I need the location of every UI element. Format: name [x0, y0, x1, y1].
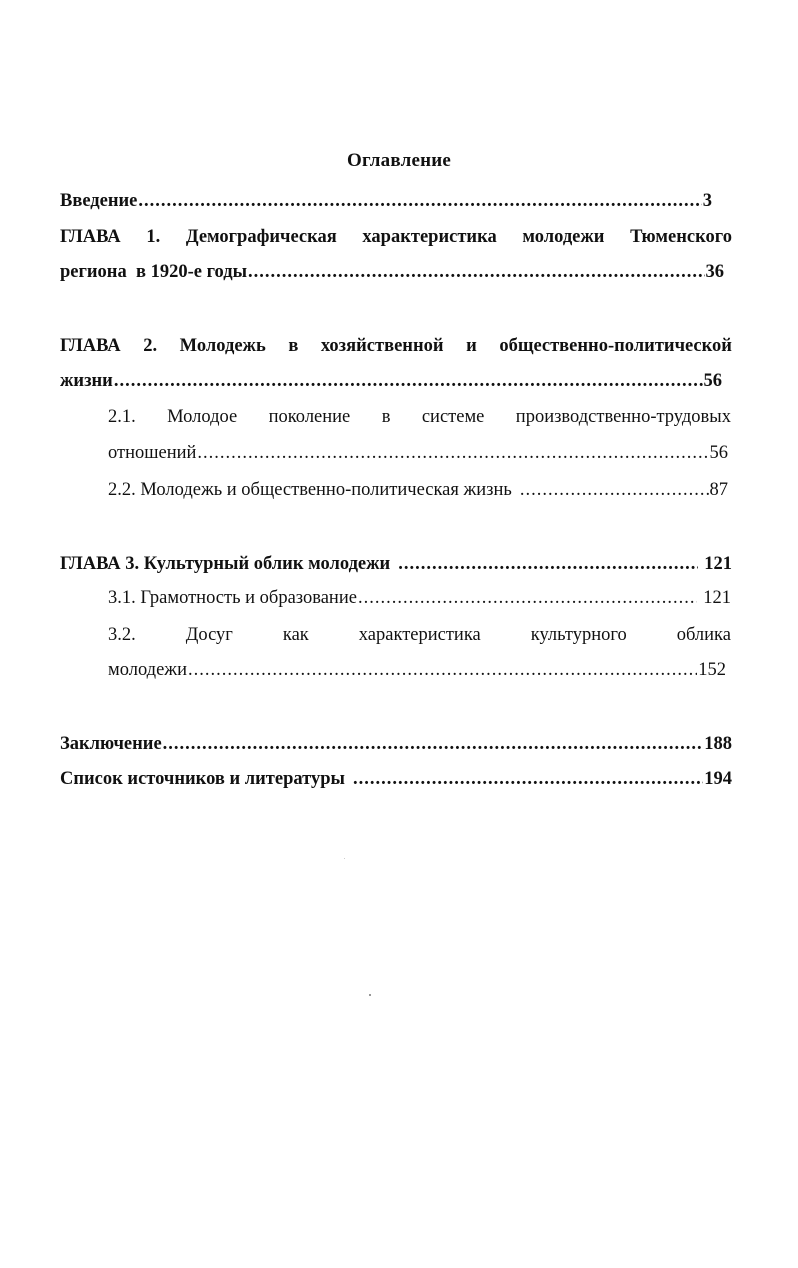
toc-chapter2-line2	[60, 368, 722, 394]
scan-speck	[344, 858, 345, 859]
word: производственно-трудовых	[515, 407, 731, 427]
toc-entry-label: жизни	[60, 371, 113, 391]
dot-leader	[114, 368, 703, 394]
word: облика	[676, 625, 731, 645]
toc-page-number: 56	[709, 443, 728, 463]
toc-entry-label: отношений	[108, 443, 197, 463]
dot-leader	[197, 440, 708, 466]
toc-entry-label: Заключение	[60, 734, 162, 754]
word: характеристика	[358, 625, 481, 645]
toc-page-number: 3	[702, 191, 712, 211]
page-title: Оглавление	[346, 150, 452, 171]
dot-leader	[398, 551, 698, 577]
toc-page-number: 121	[703, 588, 731, 608]
toc-entry-sources	[60, 766, 732, 792]
toc-section-2-1-line1	[108, 404, 731, 430]
toc-section-2-1-line2	[108, 440, 728, 466]
toc-entry-label: 2.2. Молодежь и общественно-политическая жизнь	[108, 480, 512, 500]
word: Молодежь	[179, 336, 266, 356]
toc-page-number: 194	[704, 769, 732, 789]
word: 2.	[143, 336, 158, 356]
word: и	[466, 336, 477, 356]
word: Молодое	[167, 407, 238, 427]
toc-page-number: 188	[704, 734, 732, 754]
dot-leader	[353, 766, 703, 792]
dot-leader	[163, 731, 704, 757]
toc-chapter1-line1	[60, 224, 732, 250]
word: ГЛАВА	[60, 336, 121, 356]
word: системе	[421, 407, 485, 427]
word: поколение	[268, 407, 351, 427]
toc-page-number: 56	[703, 371, 722, 391]
dot-leader	[188, 657, 697, 683]
word: хозяйственной	[320, 336, 444, 356]
toc-chapter1-line2	[60, 259, 724, 285]
word: Досуг	[185, 625, 233, 645]
word: как	[282, 625, 309, 645]
word: 2.1.	[108, 407, 136, 427]
dot-leader	[520, 477, 709, 503]
dot-leader	[358, 585, 697, 611]
word: общественно-политической	[499, 336, 732, 356]
toc-entry-label: ГЛАВА 3. Культурный облик молодежи	[60, 554, 391, 574]
word: в	[288, 336, 299, 356]
word: в	[381, 407, 391, 427]
toc-page-number: 36	[705, 262, 724, 282]
scan-speck	[369, 994, 371, 996]
toc-entry-intro	[60, 188, 712, 214]
toc-entry-label: региона в 1920-е годы	[60, 262, 248, 282]
toc-entry-conclusion	[60, 731, 732, 757]
dot-leader	[138, 188, 701, 214]
word: ГЛАВА	[60, 227, 121, 247]
toc-entry-label: 3.1. Грамотность и образование	[108, 588, 357, 608]
toc-entry-label: молодежи	[108, 660, 187, 680]
toc-chapter2-line1	[60, 333, 732, 359]
toc-page-number: 121	[704, 554, 732, 574]
dot-leader	[248, 259, 704, 285]
toc-section-3-1	[108, 585, 731, 611]
toc-section-2-2	[108, 477, 728, 503]
word: 1.	[146, 227, 161, 247]
word: Демографическая	[185, 227, 337, 247]
toc-entry-label: Список источников и литературы	[60, 769, 345, 789]
word: характеристика	[362, 227, 497, 247]
word: молодежи	[522, 227, 605, 247]
word: культурного	[530, 625, 627, 645]
toc-section-3-2-line2	[108, 657, 726, 683]
toc-section-3-2-line1	[108, 622, 731, 648]
toc-page-number: 152	[698, 660, 726, 680]
word: 3.2.	[108, 625, 136, 645]
toc-entry-label: Введение	[60, 191, 138, 211]
toc-chapter3	[60, 551, 732, 577]
toc-page-number: 87	[709, 480, 728, 500]
word: Тюменского	[630, 227, 732, 247]
